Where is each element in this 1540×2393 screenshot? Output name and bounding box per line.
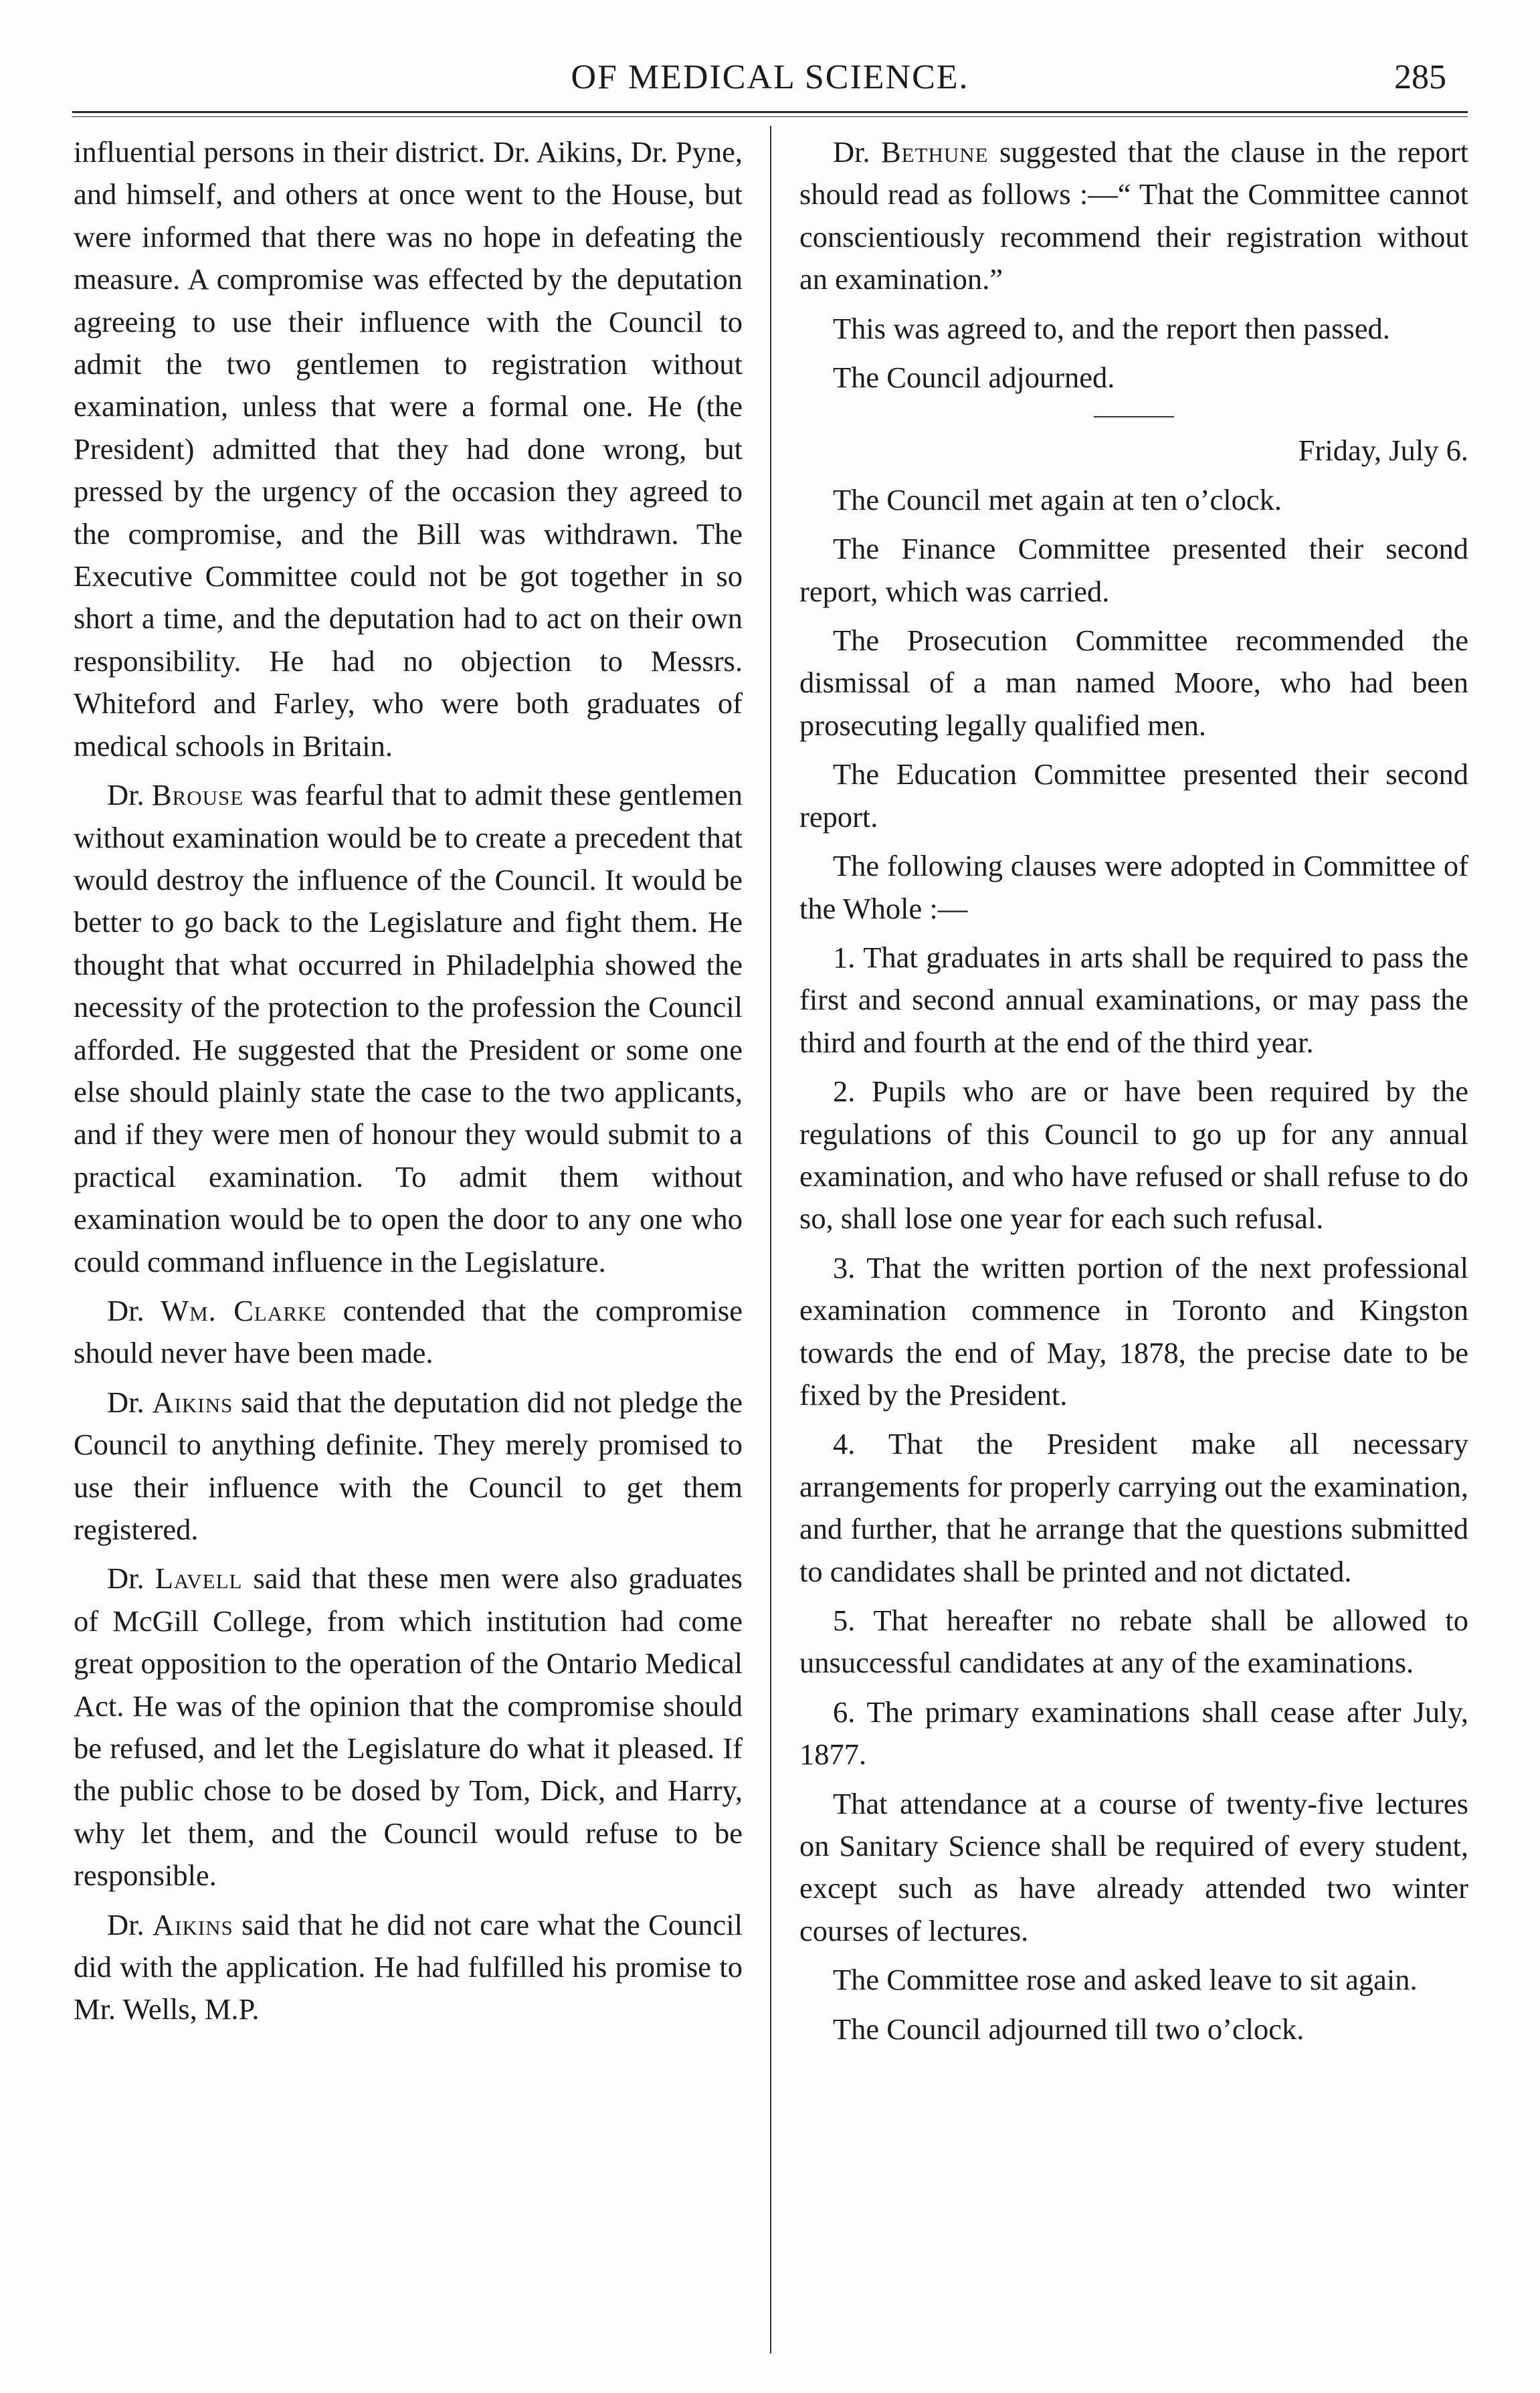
paragraph (74, 1381, 743, 1551)
speaker-title: Dr. (107, 778, 145, 812)
speaker-title: Dr. (107, 1907, 145, 1941)
paragraph-text: was fearful that to admit these gentlemen without examination would be to create a precedent that would destroy the influence of the Council. It would be better to go back to the Legislature and fight them. He thought that what occurred in Philadelphia showed the necessity of the protection to the profession the Council afforded. He suggested that the President or some one else should plainly state the case to the two applicants, and if they were men of honour they would submit to a practical examination. To admit them without examination would be to open the door to any one who could command influence in the Legislature. (74, 778, 743, 1278)
paragraph-text: said that these men were also graduates of McGill College, from which institution had come great opposition to the operation of the Ontario Medical Act. He was of the opinion that the compromise should be refused, and let the Legislature do what it pleased. If the public chose to be dosed by Tom, Dick, and Harry, why let them, and the Council would refuse to be responsible. (74, 1561, 743, 1893)
paragraph-text: contended that the compromise should never have been made. (74, 1293, 743, 1370)
paragraph: The Council met again at ten o’clock. (833, 482, 1282, 516)
speaker-name: Lavell (155, 1561, 243, 1596)
section-separator (1094, 416, 1174, 417)
clause: 6. The primary examinations shall cease after July, 1877. (799, 1695, 1468, 1772)
paragraph: The Committee rose and asked leave to sit again. (833, 1963, 1418, 1997)
paragraph-text: said that the deputation did not pledge the Council to anything definite. They merely promised to use their influence with the Council to get them registered. (74, 1385, 743, 1546)
speaker-name: Brouse (151, 778, 244, 812)
speaker-title: Dr. (107, 1385, 145, 1419)
paragraph (74, 1557, 743, 1897)
paragraph (799, 131, 1468, 301)
running-title: OF MEDICAL SCIENCE. (571, 58, 969, 96)
right-column (799, 131, 1468, 2057)
paragraph-text: suggested that the clause in the report should read as follows :—“ That the Committee cannot conscientiously recommend their registration without an examination.” (799, 135, 1469, 296)
paragraph: That attendance at a course of twenty-five lectures on Sanitary Science shall be required of every student, except such as have already attended two winter courses of lectures. (799, 1786, 1468, 1947)
speaker-title: Dr. (107, 1293, 145, 1327)
running-head (0, 58, 1540, 111)
paragraph: influential persons in their district. Dr. Aikins, Dr. Pyne, and himself, and others at once went to the House, but were informed that there was no hope in defeating the measure. A compromise was effected by the deputation agreeing to use their influence with the Council to admit the two gentlemen to registration without examination, unless that were a formal one. He (the President) admitted that they had done wrong, but pressed by the urgency of the occasion they agreed to the compromise, and the Bill was withdrawn. The Executive Committee could not be got together in so short a time, and the deputation had to act on their own responsibility. He had no objection to Messrs. Whiteford and Farley, who were both graduates of medical schools in Britain. (74, 135, 743, 763)
speaker-name: Aikins (152, 1907, 233, 1941)
paragraph: This was agreed to, and the report then passed. (833, 311, 1390, 345)
paragraph: The Prosecution Committee recommended the dismissal of a man named Moore, who had been prosecuting legally qualified men. (799, 624, 1468, 742)
left-column (74, 131, 743, 2038)
speaker-title: Dr. (107, 1561, 145, 1596)
paragraph: The following clauses were adopted in Committee of the Whole :— (799, 849, 1468, 925)
speaker-name: Bethune (880, 135, 989, 169)
paragraph: The Finance Committee presented their second report, which was carried. (799, 532, 1468, 608)
paragraph: The Council adjourned. (833, 361, 1115, 395)
header-rule (72, 111, 1468, 117)
paragraph (74, 1290, 743, 1375)
dateline: Friday, July 6. (1298, 434, 1468, 468)
clause: 4. That the President make all necessary arrangements for properly carrying out the examination, and further, that he arrange that the questions submitted to candidates shall be printed and not dictated. (799, 1427, 1468, 1588)
paragraph: The Council adjourned till two o’clock. (833, 2012, 1305, 2046)
column-divider (770, 126, 771, 2354)
clause: 1. That graduates in arts shall be required to pass the first and second annual examinations, or may pass the third and fourth at the end of the third year. (799, 940, 1468, 1059)
speaker-name: Wm. Clarke (161, 1293, 327, 1327)
speaker-name: Aikins (152, 1385, 233, 1419)
paragraph (74, 774, 743, 1283)
clause: 3. That the written portion of the next professional examination commence in Toronto and Kingston towards the end of May, 1878, the precise date to be fixed by the President. (799, 1250, 1468, 1412)
paragraph: The Education Committee presented their second report. (799, 757, 1468, 834)
clause: 5. That hereafter no rebate shall be allowed to unsuccessful candidates at any of the examinations. (799, 1604, 1468, 1680)
speaker-title: Dr. (833, 135, 870, 169)
clause: 2. Pupils who are or have been required by the regulations of this Council to go up for any annual examination, and who have refused or shall refuse to do so, shall lose one year for each such refusal. (799, 1074, 1468, 1236)
paragraph (74, 1904, 743, 2031)
paragraph-text: said that he did not care what the Council did with the application. He had fulfilled his promise to Mr. Wells, M.P. (74, 1907, 743, 2026)
page-number: 285 (1394, 58, 1446, 96)
